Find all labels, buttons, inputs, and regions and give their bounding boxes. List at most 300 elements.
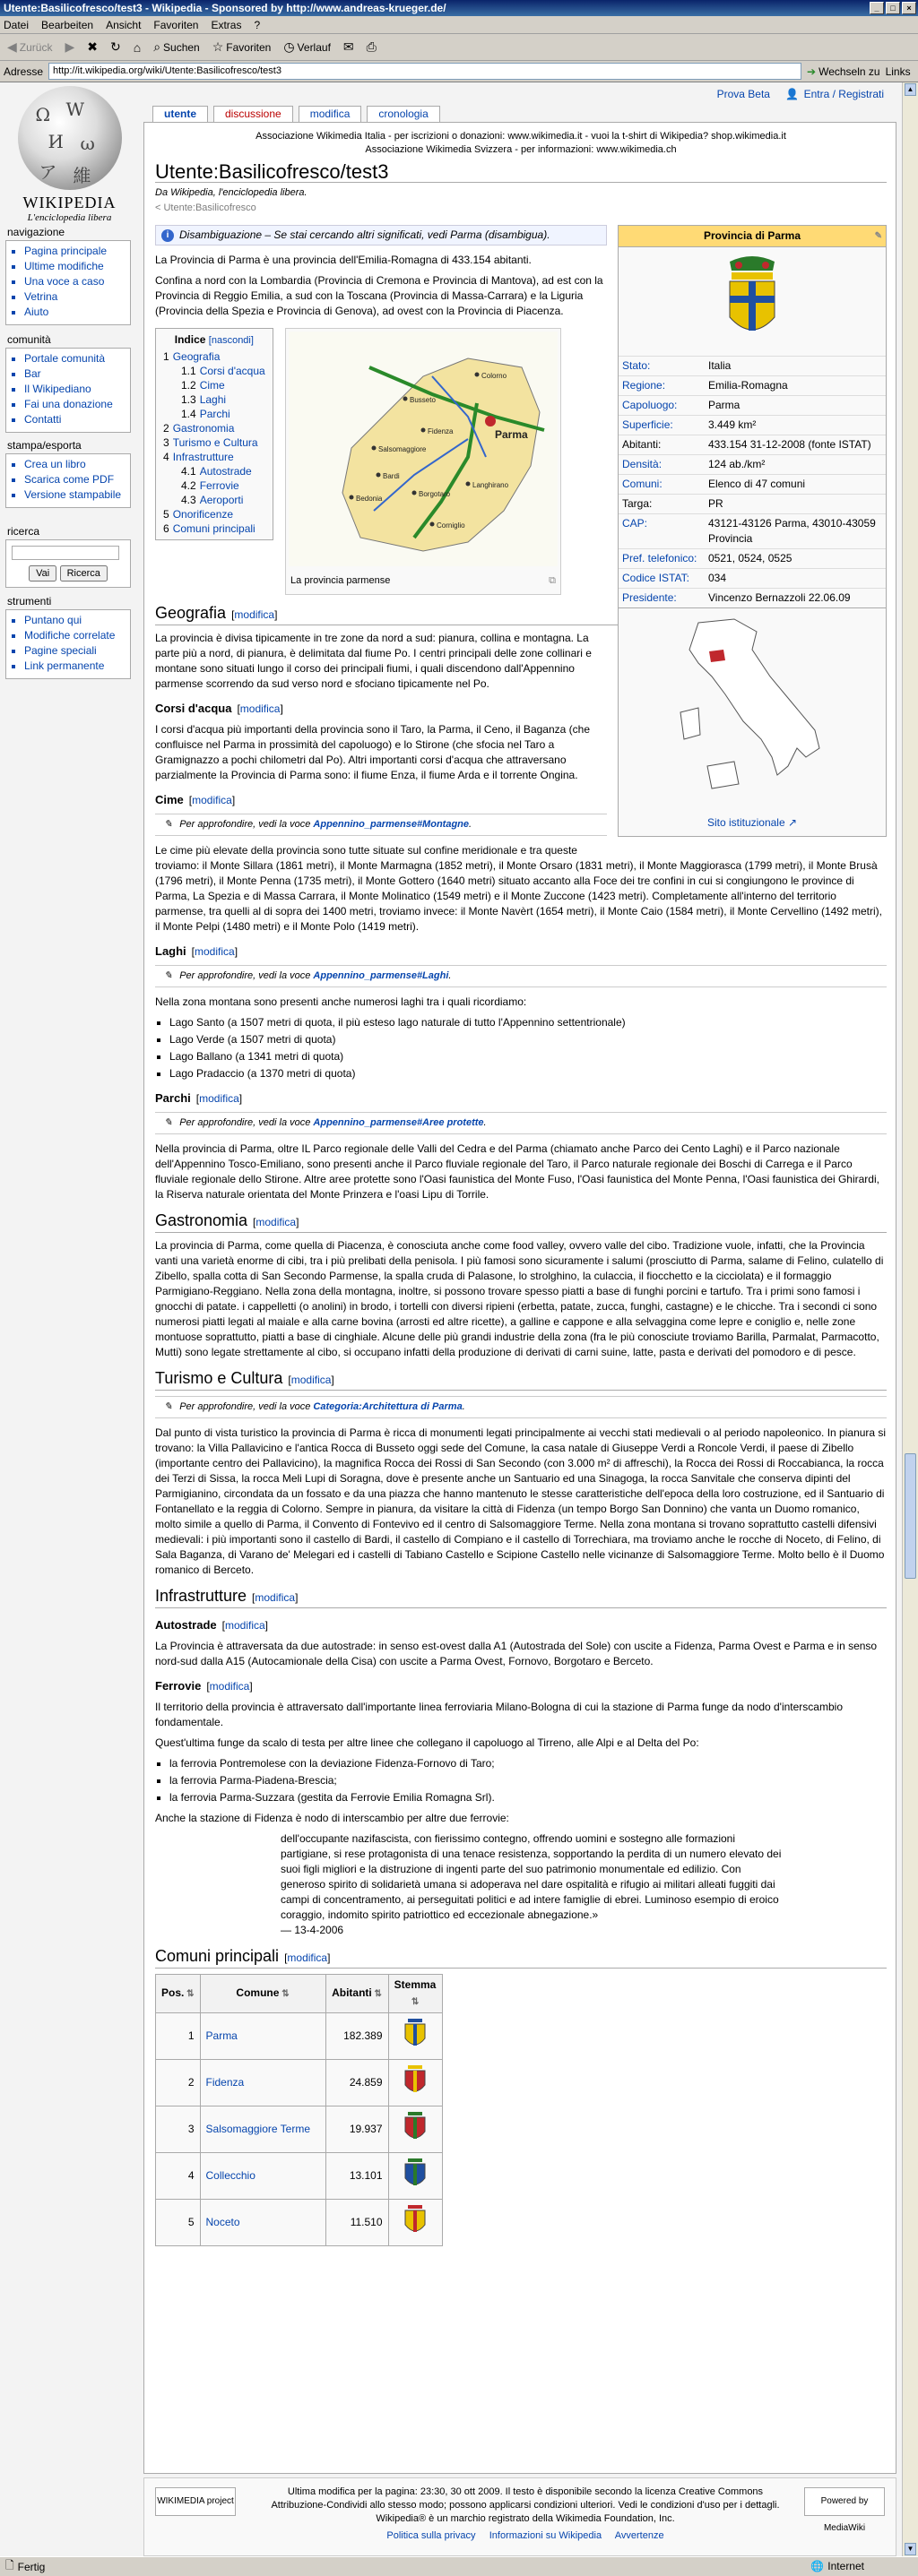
sidebar-item-pagina-principale[interactable]: ▪ Pagina principale [24,245,126,258]
notice-line-2[interactable]: Associazione Wikimedia Svizzera - per informazioni: www.wikimedia.ch [365,144,677,155]
sort-icon[interactable]: ⇅ [184,1989,195,1999]
section-heading-autostrade: Autostrade [modifica] [155,1618,268,1632]
menu-help[interactable]: ? [254,18,261,31]
infobox-label[interactable]: CAP: [619,514,705,549]
table-row [156,2106,443,2153]
pencil-icon: ✎ [164,1401,173,1412]
menu-ansicht[interactable]: Ansicht [106,18,142,31]
infobox-value: 124 ab./km² [705,455,886,475]
notice-line-1[interactable]: Associazione Wikimedia Italia - per iscrizioni o donazioni: www.wikimedia.it - vuoi la t-shirt di Wikipedia? shop.wikimedia.it [255,131,786,142]
map-town-label: Parma [495,428,528,441]
infobox-title: Provincia di Parma ✎ [619,226,886,247]
toc-number: 1 [163,350,169,363]
window-titlebar [0,0,918,16]
sidebar-heading: comunità [7,333,51,346]
address-label: Adresse [4,65,44,78]
sidebar-item-puntano-qui[interactable]: ▪ Puntano qui [24,614,126,627]
cime-paragraph: Le cime più elevate della provincia sono tutte situate sul confine meridionale e tra queste troviamo: il Monte Sillara (1861 metri), il Monte Marmagna (1852 metri), il Monte Orsaro (1831 metri), il Monte Maggiorasca (1799 metri), il Monte Brusà (1796 metri), il Monte Penna (1735 metri), il Monte Gottero (1640 metri) situato accanto alla Foce dei tre confini in cui si congiungono le province di Parma, La Spezia e di Massa Carrara, il Monte Molinatico (1549 metri) e il Monte Zuccone (1423 metri). Completamente all'interno del territorio parmense, tra quelli al di sopra dei 1400 metri, troviamo invece: il Monte Navèrt (1654 metri), il Monte Caio (1584 metri), il Monte Cervellino (1492 metri), il Monte Pelpi (1480 metri) e il Monte Polo (1419 metri). [155,844,883,933]
column-header[interactable]: Abitanti ⇅ [325,1975,388,2013]
edit-section-link[interactable]: modifica [199,1092,239,1105]
breadcrumb[interactable]: < Utente:Basilicofresco [155,202,256,213]
infobox-row [619,549,886,569]
vertical-scrollbar[interactable] [902,82,918,2556]
laghi-list [169,1015,887,1081]
edit-section-link[interactable]: modifica [287,1951,328,1964]
section-heading-infrastrutture: Infrastrutture [modifica] [155,1589,887,1608]
wikimedia-project-badge[interactable]: WIKIMEDIA project [155,2487,236,2516]
infobox-label: Abitanti: [619,435,705,455]
sidebar-item-wikipediano[interactable]: ▪ Il Wikipediano [24,383,126,396]
cell-comune[interactable]: Noceto [200,2200,325,2246]
map-town-dot [430,522,435,527]
logo-wordmark: WIKIPEDIA [22,194,117,211]
back-arrow-icon: ◀ [7,39,17,54]
sidebar-item-modifiche-correlate[interactable]: ▪ Modifiche correlate [24,629,126,642]
toc-item[interactable] [163,349,265,364]
autostrade-paragraph: La Provincia è attraversata da due autostrade: in senso est-ovest dalla A1 (Autostrada del Sole) con uscite a Fidenza, Parma Ovest e Parma e in senso nord-sud dalla A15 (Autocamionale della Cisa) con uscite a Parma Ovest, Fornovo, Borgotaro e Berceto. [155,1640,878,1667]
edit-section-link[interactable]: modifica [224,1619,265,1632]
cell-stemma [388,2013,442,2060]
sidebar-item-crea-libro[interactable]: ▪ Crea un libro [24,458,126,471]
infobox-row [619,396,886,416]
infobox-label[interactable]: Regione: [619,376,705,396]
toc-number: 1.3 [181,393,196,406]
sidebar-heading: ricerca [7,525,40,538]
toc-item[interactable] [163,493,265,507]
print-button[interactable] [363,38,380,56]
cell-comune[interactable]: Salsomaggiore Terme [200,2106,325,2153]
section-heading-turismo: Turismo e Cultura [modifica] [155,1371,887,1391]
edit-section-link[interactable]: modifica [255,1216,297,1228]
footer-license-text: Ultima modifica per la pagina: 23:30, 30 ott 2009. Il testo è disponibile secondo la licenza Creative Commons Attribuzione-Condividi allo stesso modo; possono applicarsi condizioni ulteriori. Vedi le condizioni d'uso per i dettagli. Wikipedia® è un marchio registrato della Wikimedia Foundation, Inc. [271,2486,780,2524]
infobox-label[interactable]: Superficie: [619,416,705,435]
wikipedia-logo[interactable] [9,86,130,229]
login-link[interactable]: Entra / Registrati [803,88,884,100]
status-text: Fertig [17,2560,46,2573]
pencil-icon: ✎ [164,1117,173,1128]
cell-comune[interactable]: Collecchio [200,2153,325,2200]
edit-section-link[interactable]: modifica [290,1374,332,1386]
pencil-icon: ✎ [164,819,173,830]
cell-stemma [388,2153,442,2200]
toc-label: Onorificenze [172,508,234,521]
infobox-row [619,589,886,608]
corsi-paragraph: I corsi d'acqua più importanti della provincia sono il Taro, la Parma, il Ceno, il Baganza (che confluisce nel Parma in prossimità del capoluogo) e lo Stirone (che sfocia nel Taro a Gramignazzo a pochi chilometri dal Po). Altri importanti corsi d'acqua che attraversano parzialmente la Provincia di Parma sono: il fiume Enza, il fiume Arda e il torrente Ongina. [155,723,590,781]
scroll-down-arrow-icon[interactable]: ▼ [905,2543,916,2555]
ferrovie-paragraph-2: Quest'ultima funge da scalo di testa per altre linee che collegano il capoluogo al Tirreno, alle Alpi e al Delta del Po: [155,1736,699,1749]
globe-icon: 🌐 [810,2560,825,2572]
page-title: Utente:Basilicofresco/test3 [155,164,887,183]
gastronomia-paragraph: La provincia di Parma, come quella di Piacenza, è conosciuta anche come food valley, ovvero valle del cibo. Tradizione vuole, infatti, che la Provincia vanti una varietà enorme di cibi, tra i più prelibati della penisola. I più famosi sono sicuramente i salumi (prosciutto di Parma, salame di Felino, culatello di Zibello, spalla cotta di San Secondo Parmense, la spalla cruda di Palasone, lo strolghino, la culaccia, il fiocchetto e la cicciolata) e il formaggio Parmigiano-Reggiano. Nella zona della montagna, inoltre, si possono trovare spesso piatti a base di funghi porcini e tartufo. Tra i primi sono famosi i gnocchi di patate. i cappelletti (o anolini) in brodo, i tortelli con diversi ripieni (erbetta, patate, zucca, funghi, castagne) e le chicche. Tra i secondi ci sono numerosi piatti legati al maiale e alla carne bovina (arrosti ed altre ricette), a galline e cappone e alla selvaggina come lepre e coniglio e, nelle zone montuose soprattutto, piatti a base di cinghiale. Alcune delle più grandi industrie della zona (fra le più conosciute troviamo Barilla, Parmalat, Parmacotto, Mutti) sono legate strettamente al cibo, si occupano infatti della produzione di derivati di carni suine, latte, pasta e derivati del pomodoro e di pesce. [155,1239,884,1358]
tab-cronologia[interactable]: cronologia [367,106,439,122]
stop-button[interactable] [83,38,101,56]
toc-label: Aeroporti [199,494,244,506]
scroll-up-arrow-icon[interactable]: ▲ [905,83,916,96]
site-notice [155,130,887,157]
sidebar-item-ultime-modifiche[interactable]: ▪ Ultime modifiche [24,260,126,273]
search-input[interactable] [12,546,119,560]
intro-paragraph-2: Confina a nord con la Lombardia (Provincia di Cremona e Provincia di Mantova), ad est con la Provincia di Reggio Emilia, a sud con la Toscana (Provincia di Massa-Carrara) e la Liguria (Provincia della Spezia e Provincia di Genova), ad ovest con la Provincia di Piacenza. [155,274,603,317]
search-button[interactable]: ⌕ Suchen [153,39,200,54]
infobox-value: 3.449 km² [705,416,886,435]
toc-number: 4.1 [181,465,196,478]
toc-label: Laghi [199,393,227,406]
home-button[interactable] [130,39,144,56]
user-icon: 👤 [785,88,800,100]
sidebar-community [5,333,131,433]
section-heading-parchi: Parchi [modifica] [155,1091,243,1105]
fulltext-search-button[interactable]: Ricerca [60,565,108,582]
favorites-button[interactable]: ☆ Favoriten [212,39,272,54]
column-header[interactable]: Comune ⇅ [200,1975,325,2013]
sidebar-item-pagine-speciali[interactable]: ▪ Pagine speciali [24,644,126,658]
sidebar-item-contatti[interactable]: ▪ Contatti [24,413,126,426]
edit-section-link[interactable]: modifica [255,1591,296,1604]
thumbnail-caption: La provincia parmense [290,575,391,586]
forward-button[interactable] [61,38,78,56]
logo-tagline: L'enciclopedia libera [27,212,112,223]
sidebar-item-donazione[interactable]: ▪ Fai una donazione [24,398,126,411]
mail-button[interactable] [340,38,358,56]
toc-number: 4.2 [181,479,196,492]
infobox-value: Emilia-Romagna [705,376,886,396]
page-tabs [152,106,440,122]
edit-section-link[interactable]: modifica [209,1680,250,1693]
close-button[interactable]: × [902,2,916,14]
sort-icon[interactable]: ⇅ [411,1997,420,2007]
comuni-table [155,1974,443,2246]
map-town-label: Corniglio [437,521,465,530]
infobox-value: Parma [705,396,886,416]
infobox-value: 433.154 31-12-2008 (fonte ISTAT) [705,435,886,455]
table-row [156,2200,443,2246]
menu-extras[interactable]: Extras [211,18,242,31]
section-heading-geografia: Geografia [modifica] [155,606,887,625]
infobox-row [619,495,886,514]
sidebar-item-aiuto[interactable]: ▪ Aiuto [24,306,126,319]
menu-bearbeiten[interactable]: Bearbeiten [41,18,94,31]
sidebar-item-vetrina[interactable]: ▪ Vetrina [24,290,126,304]
address-input[interactable]: http://it.wikipedia.org/wiki/Utente:Basilicofresco/test3 [48,63,801,80]
section-heading-cime: Cime [modifica] [155,793,236,806]
quote-text: dell'occupante nazifascista, con fierissimo contegno, offrendo uomini e sostegno alle formazioni partigiane, si rese protagonista di una tenace resistenza, sopportando la perdita di un numero elevato dei suoi figli migliori e la distruzione di ingenti parte del suo patrimonio monumentale ed edilizio. Con generoso spirito di solidarietà umana si adoperava nel dare ospitalità e rifugio ai militari alleati fuggiti dai campi di concentramento, ai perseguitati politici e ad intere famiglie di ebrei. Luminoso esempio di eroico coraggio, indomito spirito patriottico ed eccezionale abnegazione.» [281,1832,782,1921]
cell-stemma [388,2060,442,2106]
toc-item[interactable] [163,521,265,536]
personal-links [705,88,884,100]
province-map-thumbnail[interactable] [285,328,561,595]
cell-position: 4 [156,2153,201,2200]
toc-item[interactable] [163,364,265,378]
coat-of-arms [619,247,886,356]
map-town-label: Fidenza [428,427,454,435]
sidebar-item-link-permanente[interactable]: ▪ Link permanente [24,659,126,673]
cell-stemma [388,2106,442,2153]
see-also-note: ✎ Per approfondire, vedi la voce Categoria:Architettura di Parma. [155,1396,887,1418]
toc-label: Infrastrutture [172,451,234,463]
table-of-contents [155,328,273,540]
see-also-link[interactable]: Appennino_parmense#Aree protette [313,1117,484,1128]
cell-abitanti: 13.101 [325,2153,388,2200]
footer-link-privacy[interactable]: Politica sulla privacy [386,2530,476,2541]
tab-utente[interactable]: utente [152,106,208,122]
edit-section-link[interactable]: modifica [239,702,281,715]
coat-of-arms-icon[interactable] [403,2063,428,2098]
coat-of-arms-icon[interactable] [403,2203,428,2237]
tab-modifica[interactable]: modifica [299,106,362,122]
security-zone: Internet [827,2560,864,2572]
cell-position: 1 [156,2013,201,2060]
laghi-paragraph: Nella zona montana sono presenti anche numerosi laghi tra i quali ricordiamo: [155,995,527,1008]
scrollbar-thumb[interactable] [905,1453,916,1579]
ferrovie-paragraph-3: Anche la stazione di Fidenza è nodo di interscambio per altre due ferrovie: [155,1812,509,1824]
cell-abitanti: 182.389 [325,2013,388,2060]
sidebar-item-portale-comunita[interactable]: ▪ Portale comunità [24,352,126,366]
printer-icon: ⎙ [366,39,377,54]
edit-icon[interactable]: ✎ [874,231,882,241]
toc-item[interactable] [163,435,265,450]
section-heading-gastronomia: Gastronomia [modifica] [155,1213,887,1233]
search-icon: ⌕ [153,39,161,54]
see-also-link[interactable]: Categoria:Architettura di Parma [313,1401,463,1412]
go-button[interactable]: ➔ Wechseln zu [807,65,880,78]
browser-toolbar [0,34,918,61]
minimize-button[interactable]: _ [870,2,884,14]
sidebar-navigation [5,226,131,325]
sidebar-search [5,525,131,588]
infobox-value: 0521, 0524, 0525 [705,549,886,569]
go-arrow-icon: ➔ [807,65,817,78]
map-town-label: Langhirano [472,481,509,489]
status-bar [0,2556,918,2576]
province-map-image [289,332,558,566]
infobox-value: Italia [705,357,886,376]
infobox-label[interactable]: Pref. telefonico: [619,549,705,569]
see-also-note: ✎ Per approfondire, vedi la voce Appennino_parmense#Montagne. [155,814,607,836]
toc-number: 6 [163,522,169,535]
toc-item[interactable] [163,478,265,493]
turismo-paragraph: Dal punto di vista turistico la provincia di Parma è ricca di monumenti legati principalmente ai vecchi stati medievali o al periodo napoleonico. In pianura si trovano: la Villa Pallavicino e l'antica Rocca di Busseto oggi sede del Comune, la casa natale di Giuseppe Verdi a Roncole Verdi, il paese di Zibello (importante centro dei Pallavicino), la magnifica Rocca dei Rossi di San Secondo (con 3.000 m² di affreschi), la Rocca dei Rossi di Roccabianca, la rocca dei Terzi di Sissa, la rocca Meli Lupi di Soragna, dove è presente anche un Santuario ed una Sinagoga, la rocca Sanvitale che conserva dipinti del Parmigianino, circondata da un fossato e da una piazza che hanno mantenuto le stesse caratteristiche dell'epoca della loro costruzione, ed il Santuario di Fontanellato e la reggia di Colorno. Sempre in pianura, da visitare la città di Fidenza (un tempo Borgo San Donnino) che vanta un Duomo romanico, molto simile a quello di Parma, il Convento di Fontevivo ed il centro di Salsomaggiore Terme. Nella zona montana si trovano soprattutto castelli difensivi medievali: i più importanti sono il castello di Bardi, il castello di Compiano e il castello di Torrechiara, ma troviamo anche le rocche di Noceto, di Felino, di Sala Baganza, di Varano de' Melegari ed i castelli di Tabiano Castello e Scipione Castello nelle vicinanze di Salsomaggiore Terme. Molto bello è il Duomo romanico di Berceto. [155,1426,887,1576]
list-item: ▪ la ferrovia Parma-Piadena-Brescia; [169,1773,887,1788]
sidebar-heading: strumenti [7,595,52,607]
back-button[interactable]: ◀ Zurück [7,39,53,54]
edit-section-link[interactable]: modifica [192,794,232,806]
history-icon: ◷ [283,39,295,54]
maximize-button[interactable]: □ [886,2,900,14]
cell-position: 3 [156,2106,201,2153]
cell-comune[interactable]: Fidenza [200,2060,325,2106]
infobox-row [619,455,886,475]
toc-number: 1.4 [181,408,196,420]
cell-abitanti: 11.510 [325,2200,388,2246]
cell-comune[interactable]: Parma [200,2013,325,2060]
tab-discussione[interactable]: discussione [213,106,293,122]
toc-label: Corsi d'acqua [199,365,265,377]
disambiguation-note: i Disambiguazione – Se stai cercando altri significati, vedi Parma (disambigua). [155,225,607,246]
infobox-row [619,435,886,455]
footer-link-about[interactable]: Informazioni su Wikipedia [489,2530,602,2541]
cell-position: 2 [156,2060,201,2106]
ferrovie-paragraph-1: Il territorio della provincia è attraversato dall'importante linea ferroviaria Milano-Bologna di cui la stazione di Parma funge da nodo d'interscambio fondamentale. [155,1701,843,1728]
toc-label: Gastronomia [172,422,235,435]
infobox-label[interactable]: Codice ISTAT: [619,569,705,589]
enlarge-icon[interactable]: ⧉ [549,575,557,586]
map-town-dot [475,373,480,377]
provincia-parma-coat-icon [721,254,784,344]
refresh-button[interactable] [107,38,125,56]
toc-item[interactable] [163,392,265,407]
sort-icon[interactable]: ⇅ [371,1989,382,1999]
toc-label: Turismo e Cultura [172,436,258,449]
map-town-dot [412,491,417,495]
toc-item[interactable] [163,450,265,464]
infobox-label[interactable]: Stato: [619,357,705,376]
toc-item[interactable] [163,378,265,392]
mail-icon: ✉ [342,39,354,54]
table-row [156,2013,443,2060]
info-icon: i [161,229,174,242]
map-town-label: Busseto [410,396,436,404]
map-town-dot [466,482,471,487]
infobox-label[interactable]: Densità: [619,455,705,475]
sidebar-item-bar[interactable]: ▪ Bar [24,367,126,381]
list-item: ▪ la ferrovia Pontremolese con la deviazione Fidenza-Fornovo di Taro; [169,1756,887,1771]
table-row [156,2153,443,2200]
section-heading-corsi: Corsi d'acqua [modifica] [155,702,283,715]
coat-of-arms-icon[interactable] [403,2017,428,2051]
section-heading-comuni: Comuni principali [modifica] [155,1949,887,1969]
infobox-value: 034 [705,569,886,589]
italy-locator-map[interactable] [619,607,886,812]
see-also-note: ✎ Per approfondire, vedi la voce Appennino_parmense#Aree protette. [155,1112,887,1134]
map-town-dot [403,397,408,401]
toc-label: Cime [199,379,225,392]
sidebar-item-scarica-pdf[interactable]: ▪ Scarica come PDF [24,473,126,487]
web-page [0,82,902,2556]
quote-date: — 13-4-2006 [281,1924,344,1936]
history-button[interactable]: ◷ Verlauf [283,39,331,54]
toc-hide-toggle[interactable]: [nascondi] [208,335,254,346]
infobox-label[interactable]: Capoluogo: [619,396,705,416]
star-icon: ☆ [212,39,224,54]
quote-block [281,1831,783,1938]
infobox-row [619,569,886,589]
links-button[interactable]: Links [885,65,911,78]
window-title: Utente:Basilicofresco/test3 - Wikipedia - Sponsored by http://www.andreas-krueger.de/ [4,2,446,14]
toc-label: Parchi [199,408,230,420]
toc-item[interactable] [163,421,265,435]
toc-number: 1.1 [181,365,196,377]
footer-link-disclaimer[interactable]: Avvertenze [614,2530,664,2541]
menu-datei[interactable]: Datei [4,18,30,31]
menu-bar [0,16,918,34]
infobox-label[interactable]: Presidente: [619,589,705,608]
infobox-label: Targa: [619,495,705,514]
infobox-row [619,376,886,396]
toc-label: Ferrovie [199,479,239,492]
sidebar-item-versione-stampabile[interactable]: ▪ Versione stampabile [24,488,126,502]
map-town-dot [421,428,426,433]
toc-label: Geografia [172,350,221,363]
see-also-note: ✎ Per approfondire, vedi la voce Appennino_parmense#Laghi. [155,965,887,987]
parchi-paragraph: Nella provincia di Parma, oltre IL Parco regionale delle Valli del Cedra e del Parma (chiamato anche Parco dei Cento Laghi) e il Parco nazionale dell'Appennino Tosco-Emiliano, sono presenti anche il Parco fluviale regionale del Taro, il Parco naturale regionale dei Boschi di Carrega e il Parco fluviale regionale dello Stirone. Altre aree protette sono l'Oasi faunistica del Monte Fuso, l'Oasi faunistica del Monte Penna, l'Oasi faunistica dei Ghirardi, la Riserva naturale orientata del Monte Prinzera e l'oasi Lipu di Torrile. [155,1142,879,1201]
infobox-row [619,475,886,495]
list-item: ▪ Lago Santo (a 1507 metri di quota, il più esteso lago naturale di tutto l'Appennino settentrionale) [169,1015,887,1030]
infobox-value: 43121-43126 Parma, 43010-43059 Provincia [705,514,886,549]
sidebar-print [5,439,131,508]
sort-icon[interactable]: ⇅ [279,1989,290,1999]
toc-item[interactable] [163,507,265,521]
cell-abitanti: 24.859 [325,2060,388,2106]
infobox-value: Vincenzo Bernazzoli 22.06.09 [705,589,886,608]
italy-map-icon [671,614,833,802]
toc-item[interactable] [163,407,265,421]
infobox-value: PR [705,495,886,514]
edit-section-link[interactable]: modifica [234,608,275,621]
refresh-icon: ↻ [109,39,121,54]
ferrovie-list [169,1756,887,1805]
list-item: ▪ Lago Verde (a 1507 metri di quota) [169,1032,887,1047]
see-also-link[interactable]: Appennino_parmense#Montagne [313,819,469,830]
column-header[interactable]: Stemma ⇅ [388,1975,442,2013]
map-town-label: Bedonia [356,495,383,503]
section-heading-laghi: Laghi [modifica] [155,944,238,958]
sidebar-item-voce-a-caso[interactable]: ▪ Una voce a caso [24,275,126,289]
infobox-table [619,356,886,607]
go-search-button[interactable]: Vai [29,565,56,582]
toc-number: 4 [163,451,169,463]
infobox-row [619,416,886,435]
menu-favoriten[interactable]: Favoriten [153,18,199,31]
list-item: ▪ Lago Ballano (a 1341 metri di quota) [169,1049,887,1064]
toc-number: 3 [163,436,169,449]
page-icon: 🗋 [5,2559,14,2572]
table-row [156,2060,443,2106]
list-item: ▪ Lago Pradaccio (a 1370 metri di quota) [169,1066,887,1081]
map-town-label: Borgotaro [419,490,451,498]
see-also-link[interactable]: Appennino_parmense#Laghi [313,970,449,981]
column-header[interactable]: Pos. ⇅ [156,1975,201,2013]
address-bar [0,61,918,82]
infobox-row [619,357,886,376]
toc-number: 1.2 [181,379,196,392]
section-heading-ferrovie: Ferrovie [modifica] [155,1679,253,1693]
edit-section-link[interactable]: modifica [195,945,235,958]
stop-icon: ✖ [87,39,98,54]
geografia-paragraph: La provincia è divisa tipicamente in tre zone da nord a sud: pianura, collina e montagna. La parte più a nord, di pianura, è delimitata dal fiume Po. I centri principali delle zone collinari e montane sono situati lungo il corso dei principali fiumi, i quali discendono dall'Appennino parmense scorrendo da sud verso nord e sfociano tipicamente nel Po. [155,632,592,690]
official-site-link[interactable]: Sito istituzionale ↗ [706,816,798,829]
toc-label: Comuni principali [172,522,255,535]
toc-number: 4.3 [181,494,196,506]
pencil-icon: ✎ [164,970,173,981]
infobox-value: Elenco di 47 comuni [705,475,886,495]
cell-stemma [388,2200,442,2246]
site-subtitle: Da Wikipedia, l'enciclopedia libera. [155,187,307,198]
page-footer [143,2477,896,2556]
coat-of-arms-icon[interactable] [403,2157,428,2191]
toc-label: Autostrade [199,465,252,478]
intro-paragraph-1: La Provincia di Parma è una provincia dell'Emilia-Romagna di 433.154 abitanti. [155,254,532,266]
coat-of-arms-icon[interactable] [403,2110,428,2144]
infobox [618,225,887,837]
cell-abitanti: 19.937 [325,2106,388,2153]
mediawiki-badge[interactable]: Powered by MediaWiki [804,2487,885,2516]
sidebar-heading: navigazione [7,226,65,238]
toc-item[interactable] [163,464,265,478]
puzzle-globe-icon: Ω W И ω ア 維 [18,86,122,190]
toc-number: 5 [163,508,169,521]
infobox-label[interactable]: Comuni: [619,475,705,495]
prova-beta-link[interactable]: Prova Beta [716,88,770,100]
